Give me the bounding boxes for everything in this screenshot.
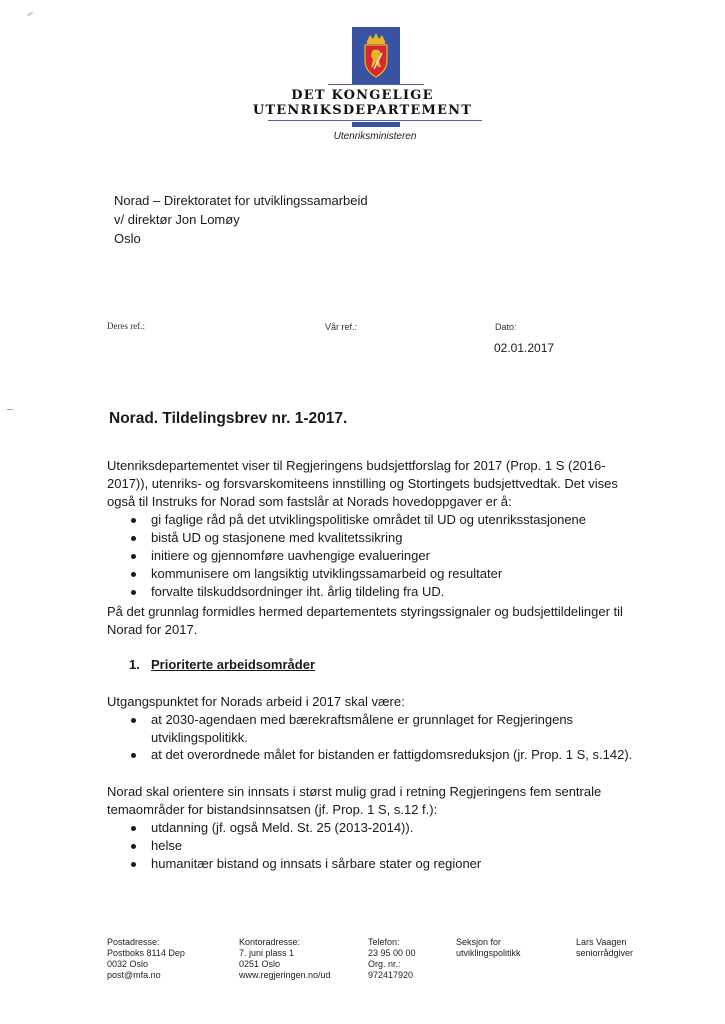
bullet-icon [131,590,136,595]
bullet-icon [131,718,136,723]
footer-value: utviklingspolitikk [456,948,521,958]
footer-value: seniorrådgiver [576,948,634,958]
org-name-line2: UTENRIKSDEPARTEMENT [252,103,473,118]
footer-value: 7. juni plass 1 [239,948,295,958]
footer-label: Postadresse: [107,937,160,947]
footer-website: www.regjeringen.no/ud [239,970,331,980]
footer-kontaktperson [576,937,633,959]
list-item: helse [151,838,183,853]
header-rule-top [328,84,424,85]
footer-label: Telefon: [368,937,400,947]
var-ref-label: Vår ref.: [325,322,358,332]
footer-postadresse [107,937,185,981]
bullet-icon [131,753,136,758]
intro-closing-line1: På det grunnlag formidles hermed departementets styringssignaler og budsjettildelinger til [107,604,623,619]
list-item-continuation: utviklingspolitikk. [151,730,248,745]
list-item: utdanning (jf. også Meld. St. 25 (2013-2014)). [151,820,414,835]
unit-name: Utenriksministeren [333,131,417,142]
bullet-icon [131,536,136,541]
dato-value: 02.01.2017 [494,341,555,355]
list-item: at 2030-agendaen med bærekraftsmålene er grunnlaget for Regjeringens [151,712,574,727]
bullet-icon [131,572,136,577]
bullet-icon [131,518,136,523]
dato-label: Dato: [495,322,517,332]
section-paragraph1: Utgangspunktet for Norads arbeid i 2017 skal være: [107,694,405,709]
intro-closing-line2: Norad for 2017. [107,622,198,637]
norwegian-coat-of-arms-icon [352,27,400,84]
intro-line2: 2017)), utenriks- og forsvarskomiteens innstilling og Stortingets budsjettvedtak. Det vises [107,476,618,491]
intro-line1: Utenriksdepartementet viser til Regjeringens budsjettforslag for 2017 (Prop. 1 S (2016- [107,458,606,473]
footer-value: 972417920 [368,970,414,980]
letter-title: Norad. Tildelingsbrev nr. 1-2017. [109,410,348,427]
footer-label: Kontoradresse: [239,937,301,947]
list-item: initiere og gjennomføre uavhengige evalueringer [151,548,430,563]
list-item: bistå UD og stasjonene med kvalitetssikring [151,530,403,545]
margin-mark [7,409,13,410]
footer-kontoradresse [239,937,331,981]
bullet-icon [131,862,136,867]
scan-mark [27,12,33,17]
footer-value: Org. nr.: [368,959,401,969]
header-rule-bottom [268,120,482,121]
intro-line3: også til Instruks for Norad som fastslår at Norads hovedoppgaver er å: [107,494,512,509]
section-heading: Prioriterte arbeidsområder [151,657,316,672]
list-item: at det overordnede målet for bistanden er fattigdomsreduksjon (jr. Prop. 1 S, s.142). [151,747,633,762]
list-item: forvalte tilskuddsordninger iht. årlig tildeling fra UD. [151,584,445,599]
footer-value: 0032 Oslo [107,959,149,969]
deres-ref-label: Deres ref.: [107,321,145,331]
org-name-line1: DET KONGELIGE [291,88,434,103]
list-item: gi faglige råd på det utviklingspolitiske området til UD og utenriksstasjonene [151,512,587,527]
recipient-line2: v/ direktør Jon Lomøy [114,212,240,227]
bullet-icon [131,826,136,831]
list-item: humanitær bistand og innsats i sårbare stater og regioner [151,856,482,871]
footer-value: Seksjon for [456,937,502,947]
bullet-icon [131,554,136,559]
footer-value: 23 95 00 00 [368,948,416,958]
section-paragraph2-line1: Norad skal orientere sin innsats i størst mulig grad i retning Regjeringens fem sentrale [107,784,602,799]
footer-telefon [368,937,416,981]
footer-seksjon [456,937,521,959]
footer-value: 0251 Oslo [239,959,281,969]
section-number: 1. [129,657,140,672]
footer-value: Lars Vaagen [576,937,627,947]
section-paragraph2-line2: temaområder for bistandsinnsatsen (jf. Prop. 1 S, s.12 f.): [107,802,438,817]
list-item: kommunisere om langsiktig utviklingssamarbeid og resultater [151,566,503,581]
recipient-line3: Oslo [114,231,141,246]
header-accent-bar [352,122,400,127]
footer-value: Postboks 8114 Dep [107,948,185,958]
bullet-icon [131,844,136,849]
recipient-line1: Norad – Direktoratet for utviklingssamarbeid [114,193,368,208]
footer-email: post@mfa.no [107,970,161,980]
